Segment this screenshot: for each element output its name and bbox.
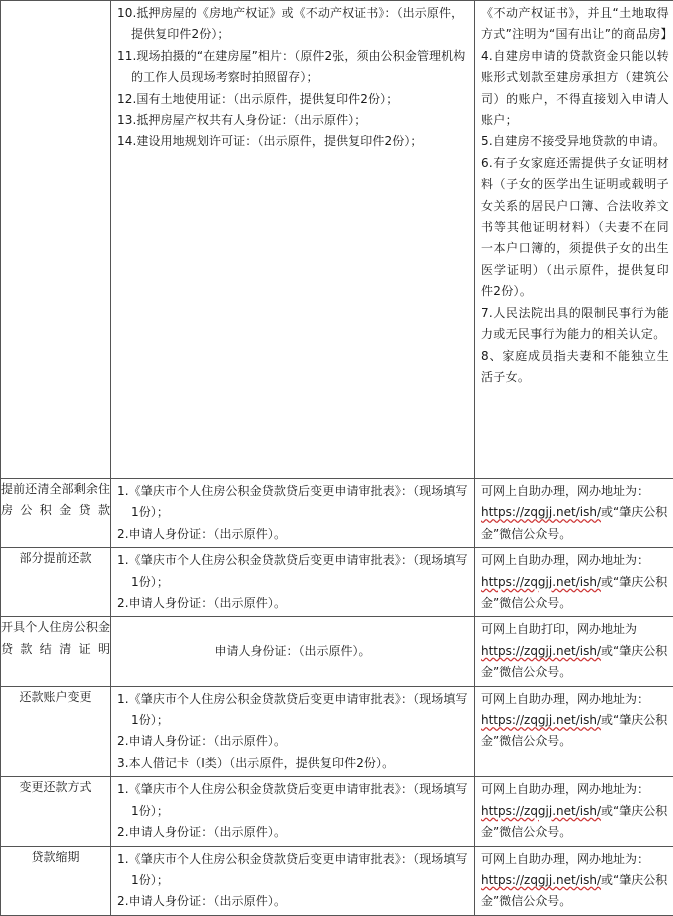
table-row xyxy=(1,479,673,548)
online-link[interactable]: https://zqgjj.net/ish/ xyxy=(481,873,601,887)
material-line: 申请人身份证：（出示原件）。 xyxy=(214,644,370,658)
table-row xyxy=(1,548,673,617)
material-line: 1.《肇庆市个人住房公积金贷款贷后变更申请审批表》：（现场填写1份）； xyxy=(117,689,470,732)
note-line: 8、家庭成员指夫妻和不能独立生活子女。 xyxy=(481,346,669,389)
item-cell: 开具个人住房公积金贷款结清证明 xyxy=(1,617,111,686)
material-line: 1.《肇庆市个人住房公积金贷款贷后变更申请审批表》：（现场填写1份）； xyxy=(117,779,470,822)
table-row xyxy=(1,777,673,846)
material-line: 2.申请人身份证：（出示原件）。 xyxy=(117,593,470,614)
note-text: 或“肇庆公积金”微信公众号。 xyxy=(481,713,667,748)
material-line: 1.《肇庆市个人住房公积金贷款贷后变更申请审批表》：（现场填写1份）； xyxy=(117,481,470,524)
notes-cell xyxy=(475,686,673,777)
table-row xyxy=(1,617,673,686)
materials-cell xyxy=(111,846,475,915)
materials-cell xyxy=(111,617,475,686)
notes-cell xyxy=(475,777,673,846)
note-text: 可网上自助打印，网办地址为 xyxy=(481,622,637,636)
online-link[interactable]: https://zqgjj.net/ish/ xyxy=(481,644,601,658)
note-line: 7.人民法院出具的限制民事行为能力或无民事行为能力的相关认定。 xyxy=(481,303,669,346)
material-line: 10.抵押房屋的《房地产权证》或《不动产权证书》：（出示原件，提供复印件2份）； xyxy=(117,3,470,46)
material-line: 1.《肇庆市个人住房公积金贷款贷后变更申请审批表》：（现场填写1份）； xyxy=(117,849,470,892)
notes-cell xyxy=(475,548,673,617)
notes-cell xyxy=(475,479,673,548)
notes-cell xyxy=(475,1,673,479)
note-text: 可网上自助办理，网办地址为： xyxy=(481,484,649,498)
online-link[interactable]: https://zqgjj.net/ish/ xyxy=(481,575,601,589)
materials-cell xyxy=(111,686,475,777)
note-line: 6.有子女家庭还需提供子女证明材料（子女的医学出生证明或载明子女关系的居民户口簿、合法收养文书等其他证明材料）（夫妻不在同一本户口簿的，须提供子女的出生医学证明）（出示原件，提供复印件2份）。 xyxy=(481,153,669,303)
material-line: 2.申请人身份证：（出示原件）。 xyxy=(117,524,470,545)
materials-cell xyxy=(111,479,475,548)
note-text: 或“肇庆公积金”微信公众号。 xyxy=(481,505,667,540)
item-cell: 贷款缩期 xyxy=(1,846,111,915)
table-row xyxy=(1,686,673,777)
notes-cell xyxy=(475,617,673,686)
note-text: 可网上自助办理，网办地址为： xyxy=(481,782,649,796)
material-line: 11.现场拍摄的“在建房屋”相片：（原件2张，须由公积金管理机构的工作人员现场考察时拍照留存）； xyxy=(117,46,470,89)
item-cell: 变更还款方式 xyxy=(1,777,111,846)
material-line: 12.国有土地使用证：（出示原件，提供复印件2份）； xyxy=(117,89,470,110)
note-text: 或“肇庆公积金”微信公众号。 xyxy=(481,804,667,839)
online-link[interactable]: https://zqgjj.net/ish/ xyxy=(481,505,601,519)
item-cell: 提前还清全部剩余住房公积金贷款 xyxy=(1,479,111,548)
item-cell: 部分提前还款 xyxy=(1,548,111,617)
item-cell: 还款账户变更 xyxy=(1,686,111,777)
material-line: 2.申请人身份证：（出示原件）。 xyxy=(117,891,470,912)
material-line: 14.建设用地规划许可证：（出示原件，提供复印件2份）； xyxy=(117,131,470,152)
note-text: 或“肇庆公积金”微信公众号。 xyxy=(481,575,667,610)
online-link[interactable]: https://zqgjj.net/ish/ xyxy=(481,804,601,818)
material-line: 3.本人借记卡（I类）（出示原件，提供复印件2份）。 xyxy=(117,753,470,774)
note-text: 可网上自助办理，网办地址为： xyxy=(481,692,649,706)
note-line: 4.自建房申请的贷款资金只能以转账形式划款至建房承担方（建筑公司）的账户，不得直接划入申请人账户； xyxy=(481,46,669,132)
material-line: 13.抵押房屋产权共有人身份证：（出示原件）； xyxy=(117,110,470,131)
note-line: 《不动产权证书》，并且“土地取得方式”注明为“国有出让”的商品房】 xyxy=(481,3,669,46)
note-line: 5.自建房不接受异地贷款的申请。 xyxy=(481,131,669,152)
note-text: 可网上自助办理，网办地址为： xyxy=(481,553,649,567)
materials-cell xyxy=(111,548,475,617)
notes-cell xyxy=(475,846,673,915)
item-cell xyxy=(1,1,111,479)
table-row xyxy=(1,846,673,915)
material-line: 2.申请人身份证：（出示原件）。 xyxy=(117,822,470,843)
materials-cell xyxy=(111,777,475,846)
note-text: 或“肇庆公积金”微信公众号。 xyxy=(481,644,667,679)
table-row xyxy=(1,1,673,479)
note-text: 可网上自助办理，网办地址为： xyxy=(481,852,649,866)
note-text: 或“肇庆公积金”微信公众号。 xyxy=(481,873,667,908)
material-line: 1.《肇庆市个人住房公积金贷款贷后变更申请审批表》：（现场填写1份）； xyxy=(117,550,470,593)
materials-cell xyxy=(111,1,475,479)
material-line: 2.申请人身份证：（出示原件）。 xyxy=(117,731,470,752)
online-link[interactable]: https://zqgjj.net/ish/ xyxy=(481,713,601,727)
